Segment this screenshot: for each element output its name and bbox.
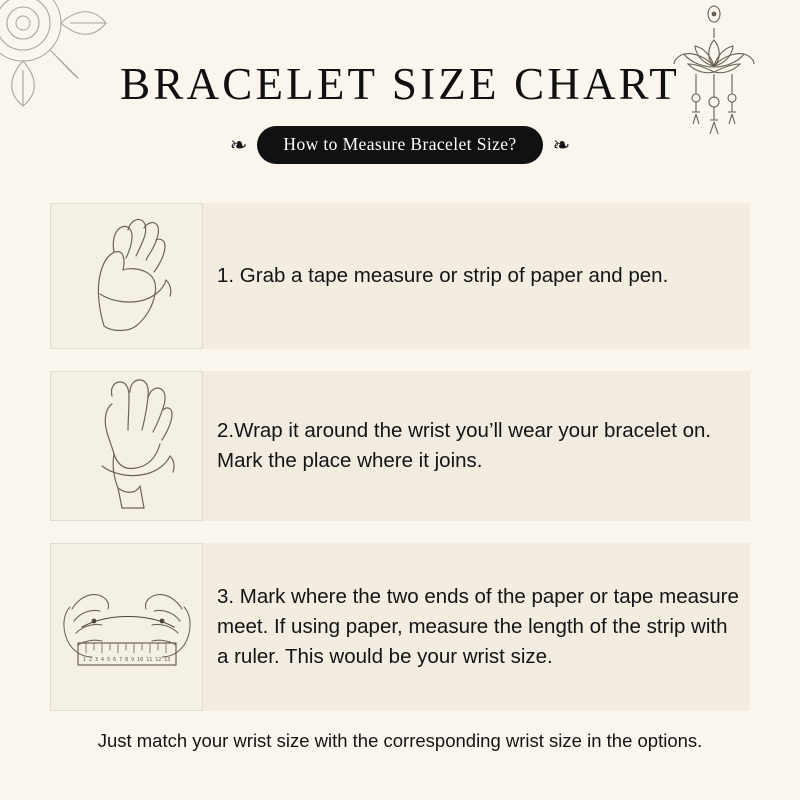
hand-with-tape-illustration <box>50 203 203 349</box>
step-text: 1. Grab a tape measure or strip of paper and pen. <box>217 264 669 288</box>
svg-text:1 2 3 4 5 6 7 8 9 10 11 12 13: 1 2 3 4 5 6 7 8 9 10 11 12 13 <box>82 657 170 663</box>
hands-measuring-with-ruler-illustration <box>50 543 203 711</box>
page-title: BRACELET SIZE CHART <box>120 59 680 109</box>
subtitle-row <box>0 126 800 164</box>
step-text: 3. Mark where the two ends of the paper or tape measure meet. If using paper, measure the length of the strip with a ruler. This would be your wrist size. <box>217 585 739 668</box>
step-item <box>50 543 750 711</box>
steps-list <box>50 203 750 733</box>
footer-note: Just match your wrist size with the corresponding wrist size in the options. <box>97 730 703 751</box>
subtitle-pill: How to Measure Bracelet Size? <box>257 126 542 164</box>
step-item <box>50 203 750 349</box>
step-text: 2.Wrap it around the wrist you’ll wear your bracelet on. Mark the place where it joins. <box>217 419 712 472</box>
flourish-right-icon: ❧ <box>552 132 571 157</box>
flourish-left-icon: ❧ <box>229 132 248 157</box>
step-item <box>50 371 750 521</box>
hand-wrapping-tape-illustration <box>50 371 203 521</box>
